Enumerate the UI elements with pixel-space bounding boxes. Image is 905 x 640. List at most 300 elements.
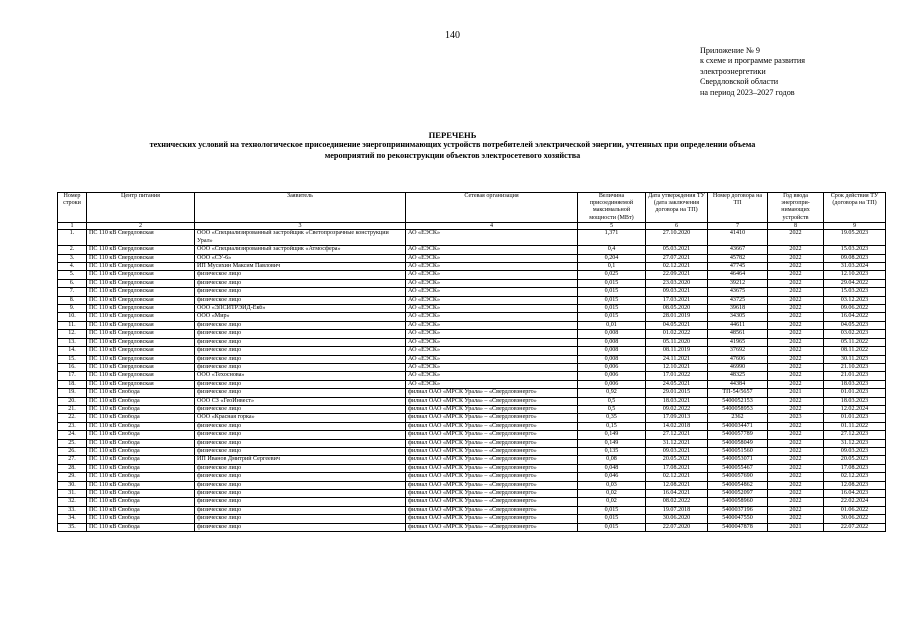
power-mw-cell: 0,5 (578, 405, 646, 413)
row-number-cell: 30. (58, 481, 87, 489)
power-mw-cell: 0,01 (578, 321, 646, 329)
validity-date-cell: 12.10.2023 (824, 271, 886, 279)
column-header: Заявитель (195, 193, 406, 223)
validity-date-cell: 08.11.2022 (824, 347, 886, 355)
power-center-cell: ПС 110 кВ Свердловская (87, 363, 195, 371)
contract-number-cell: 48561 (708, 330, 768, 338)
document-heading (40, 130, 865, 161)
power-mw-cell: 0,015 (578, 313, 646, 321)
commissioning-year-cell: 2021 (768, 389, 824, 397)
row-number-cell: 9. (58, 305, 87, 313)
contract-number-cell: 5400047550 (708, 515, 768, 523)
approval-date-cell: 17.01.2022 (646, 372, 708, 380)
contract-number-cell: 5400058953 (708, 405, 768, 413)
power-mw-cell: 0,008 (578, 330, 646, 338)
grid-company-cell: филиал ОАО «МРСК Урала» – «Свердловэнерго» (406, 481, 578, 489)
grid-company-cell: филиал ОАО «МРСК Урала» – «Свердловэнерго» (406, 422, 578, 430)
grid-company-cell: филиал ОАО «МРСК Урала» – «Свердловэнерго» (406, 473, 578, 481)
column-header: Дата утверждения ТУ (дата заключения договора на ТП) (646, 193, 708, 223)
row-number-cell: 20. (58, 397, 87, 405)
commissioning-year-cell: 2022 (768, 279, 824, 287)
power-center-cell: ПС 110 кВ Свердловская (87, 305, 195, 313)
validity-date-cell: 27.12.2023 (824, 431, 886, 439)
applicant-cell: ООО «Техоснова» (195, 372, 406, 380)
validity-date-cell: 21.01.2023 (824, 372, 886, 380)
power-mw-cell: 0,048 (578, 464, 646, 472)
power-center-cell: ПС 110 кВ Свобода (87, 464, 195, 472)
commissioning-year-cell: 2022 (768, 347, 824, 355)
commissioning-year-cell: 2022 (768, 447, 824, 455)
power-mw-cell: 0,02 (578, 498, 646, 506)
appendix-line: Приложение № 9 (700, 46, 760, 55)
power-center-cell: ПС 110 кВ Свердловская (87, 288, 195, 296)
row-number-cell: 5. (58, 271, 87, 279)
appendix-line: электроэнергетики (700, 66, 766, 76)
contract-number-cell: 5400055467 (708, 464, 768, 472)
power-center-cell: ПС 110 кВ Свердловская (87, 279, 195, 287)
grid-company-cell: АО «ЕЭСК» (406, 254, 578, 262)
power-mw-cell: 0,15 (578, 422, 646, 430)
applicant-cell: физическое лицо (195, 288, 406, 296)
power-center-cell: ПС 110 кВ Свобода (87, 431, 195, 439)
column-header: Сетевая организация (406, 193, 578, 223)
table-row (58, 464, 886, 472)
validity-date-cell: 18.03.2023 (824, 380, 886, 388)
validity-date-cell: 09.06.2022 (824, 305, 886, 313)
table-row (58, 363, 886, 371)
contract-number-cell: 5400051560 (708, 447, 768, 455)
commissioning-year-cell: 2022 (768, 296, 824, 304)
validity-date-cell: 03.12.2023 (824, 296, 886, 304)
power-center-cell: ПС 110 кВ Свердловская (87, 330, 195, 338)
grid-company-cell: филиал ОАО «МРСК Урала» – «Свердловэнерго» (406, 405, 578, 413)
commissioning-year-cell: 2022 (768, 397, 824, 405)
power-mw-cell: 0,015 (578, 523, 646, 531)
table-header-row (58, 193, 886, 223)
row-number-cell: 33. (58, 506, 87, 514)
power-center-cell: ПС 110 кВ Свердловская (87, 246, 195, 254)
power-center-cell: ПС 110 кВ Свобода (87, 414, 195, 422)
power-center-cell: ПС 110 кВ Свобода (87, 490, 195, 498)
contract-number-cell: 5400052097 (708, 490, 768, 498)
power-center-cell: ПС 110 кВ Свердловская (87, 296, 195, 304)
appendix-line: Свердловской области (700, 77, 779, 87)
applicant-cell: ООО «СУ-6» (195, 254, 406, 262)
approval-date-cell: 17.03.2021 (646, 296, 708, 304)
column-number: 3 (195, 222, 406, 230)
commissioning-year-cell: 2022 (768, 321, 824, 329)
power-mw-cell: 0,135 (578, 447, 646, 455)
row-number-cell: 4. (58, 263, 87, 271)
contract-number-cell: 5400058960 (708, 498, 768, 506)
validity-date-cell: 17.08.2023 (824, 464, 886, 472)
table-row (58, 372, 886, 380)
column-number-row (58, 222, 886, 230)
approval-date-cell: 23.03.2020 (646, 279, 708, 287)
commissioning-year-cell: 2022 (768, 305, 824, 313)
approval-date-cell: 20.05.2021 (646, 456, 708, 464)
contract-number-cell: 45782 (708, 254, 768, 262)
approval-date-cell: 08.02.2022 (646, 498, 708, 506)
row-number-cell: 23. (58, 422, 87, 430)
contract-number-cell: 43675 (708, 288, 768, 296)
applicant-cell: ООО СЗ «ГеоИнвест» (195, 397, 406, 405)
commissioning-year-cell: 2022 (768, 363, 824, 371)
contract-number-cell: ТП-54/5657 (708, 389, 768, 397)
row-number-cell: 35. (58, 523, 87, 531)
grid-company-cell: филиал ОАО «МРСК Урала» – «Свердловэнерго» (406, 515, 578, 523)
grid-company-cell: АО «ЕЭСК» (406, 330, 578, 338)
commissioning-year-cell: 2022 (768, 464, 824, 472)
contract-number-cell: 43725 (708, 296, 768, 304)
commissioning-year-cell: 2022 (768, 313, 824, 321)
table-row (58, 263, 886, 271)
commissioning-year-cell: 2022 (768, 439, 824, 447)
grid-company-cell: АО «ЕЭСК» (406, 288, 578, 296)
row-number-cell: 25. (58, 439, 87, 447)
validity-date-cell: 31.03.2024 (824, 263, 886, 271)
commissioning-year-cell: 2022 (768, 372, 824, 380)
power-center-cell: ПС 110 кВ Свердловская (87, 263, 195, 271)
table-row (58, 447, 886, 455)
table-row (58, 414, 886, 422)
grid-company-cell: филиал ОАО «МРСК Урала» – «Свердловэнерго» (406, 464, 578, 472)
appendix-note (700, 46, 900, 98)
power-center-cell: ПС 110 кВ Свобода (87, 481, 195, 489)
approval-date-cell: 17.08.2021 (646, 464, 708, 472)
power-center-cell: ПС 110 кВ Свобода (87, 515, 195, 523)
applicant-cell: физическое лицо (195, 439, 406, 447)
row-number-cell: 18. (58, 380, 87, 388)
row-number-cell: 22. (58, 414, 87, 422)
grid-company-cell: АО «ЕЭСК» (406, 347, 578, 355)
power-mw-cell: 0,149 (578, 439, 646, 447)
grid-company-cell: АО «ЕЭСК» (406, 338, 578, 346)
table-row (58, 330, 886, 338)
applicant-cell: физическое лицо (195, 338, 406, 346)
row-number-cell: 29. (58, 473, 87, 481)
row-number-cell: 7. (58, 288, 87, 296)
approval-date-cell: 12.10.2021 (646, 363, 708, 371)
row-number-cell: 2. (58, 246, 87, 254)
validity-date-cell: 01.01.2023 (824, 389, 886, 397)
applicant-cell: физическое лицо (195, 473, 406, 481)
applicant-cell: ИП Мусихин Максим Павлович (195, 263, 406, 271)
commissioning-year-cell: 2022 (768, 230, 824, 246)
column-number: 2 (87, 222, 195, 230)
power-mw-cell: 0,025 (578, 271, 646, 279)
table-row (58, 246, 886, 254)
row-number-cell: 16. (58, 363, 87, 371)
row-number-cell: 8. (58, 296, 87, 304)
power-mw-cell: 0,006 (578, 372, 646, 380)
approval-date-cell: 09.03.2021 (646, 288, 708, 296)
validity-date-cell: 29.04.2022 (824, 279, 886, 287)
power-center-cell: ПС 110 кВ Свобода (87, 439, 195, 447)
power-center-cell: ПС 110 кВ Свобода (87, 523, 195, 531)
row-number-cell: 14. (58, 347, 87, 355)
power-center-cell: ПС 110 кВ Свобода (87, 389, 195, 397)
validity-date-cell: 22.07.2022 (824, 523, 886, 531)
contract-number-cell: 47745 (708, 263, 768, 271)
contract-number-cell: 5400037196 (708, 506, 768, 514)
approval-date-cell: 30.06.2020 (646, 515, 708, 523)
contract-number-cell: 5400058049 (708, 439, 768, 447)
applicant-cell: физическое лицо (195, 321, 406, 329)
commissioning-year-cell: 2022 (768, 254, 824, 262)
row-number-cell: 31. (58, 490, 87, 498)
validity-date-cell: 05.11.2022 (824, 338, 886, 346)
table-row (58, 279, 886, 287)
table-row (58, 506, 886, 514)
grid-company-cell: АО «ЕЭСК» (406, 279, 578, 287)
commissioning-year-cell: 2022 (768, 431, 824, 439)
power-center-cell: ПС 110 кВ Свердловская (87, 338, 195, 346)
page-number: 140 (445, 30, 460, 41)
commissioning-year-cell: 2022 (768, 498, 824, 506)
applicant-cell: ООО «Красная горка» (195, 414, 406, 422)
validity-date-cell: 16.04.2022 (824, 313, 886, 321)
grid-company-cell: филиал ОАО «МРСК Урала» – «Свердловэнерго» (406, 447, 578, 455)
applicant-cell: физическое лицо (195, 405, 406, 413)
validity-date-cell: 16.04.2023 (824, 490, 886, 498)
power-mw-cell: 0,92 (578, 389, 646, 397)
power-mw-cell: 0,015 (578, 506, 646, 514)
power-mw-cell: 0,02 (578, 490, 646, 498)
table-row (58, 355, 886, 363)
approval-date-cell: 14.02.2018 (646, 422, 708, 430)
contract-number-cell: 2362 (708, 414, 768, 422)
power-mw-cell: 0,015 (578, 305, 646, 313)
approval-date-cell: 17.09.2013 (646, 414, 708, 422)
approval-date-cell: 01.02.2022 (646, 330, 708, 338)
grid-company-cell: филиал ОАО «МРСК Урала» – «Свердловэнерго» (406, 498, 578, 506)
approval-date-cell: 27.07.2021 (646, 254, 708, 262)
table-row (58, 422, 886, 430)
table-row (58, 347, 886, 355)
table-row (58, 473, 886, 481)
document-subtitle: мероприятий по реконструкции объектов электросетевого хозяйства (324, 150, 581, 160)
row-number-cell: 19. (58, 389, 87, 397)
validity-date-cell: 30.11.2023 (824, 355, 886, 363)
contract-number-cell: 43667 (708, 246, 768, 254)
column-number: 6 (646, 222, 708, 230)
commissioning-year-cell: 2022 (768, 405, 824, 413)
power-center-cell: ПС 110 кВ Свердловская (87, 347, 195, 355)
applicant-cell: физическое лицо (195, 490, 406, 498)
power-center-cell: ПС 110 кВ Свобода (87, 405, 195, 413)
row-number-cell: 26. (58, 447, 87, 455)
contract-number-cell: 5400053071 (708, 456, 768, 464)
table-row (58, 456, 886, 464)
row-number-cell: 28. (58, 464, 87, 472)
column-header: Срок действия ТУ (договора на ТП) (824, 193, 886, 223)
grid-company-cell: АО «ЕЭСК» (406, 296, 578, 304)
validity-date-cell: 22.02.2024 (824, 498, 886, 506)
grid-company-cell: филиал ОАО «МРСК Урала» – «Свердловэнерго» (406, 389, 578, 397)
power-mw-cell: 0,08 (578, 456, 646, 464)
contract-number-cell: 5400052153 (708, 397, 768, 405)
power-mw-cell: 0,015 (578, 288, 646, 296)
applicant-cell: физическое лицо (195, 506, 406, 514)
applicant-cell: физическое лицо (195, 279, 406, 287)
applicant-cell: физическое лицо (195, 523, 406, 531)
row-number-cell: 13. (58, 338, 87, 346)
grid-company-cell: филиал ОАО «МРСК Урала» – «Свердловэнерго» (406, 456, 578, 464)
applicant-cell: ООО «Специализированный застройщик «Светопрозрачные конструкции Урал» (195, 230, 406, 246)
grid-company-cell: АО «ЕЭСК» (406, 305, 578, 313)
contract-number-cell: 5400054862 (708, 481, 768, 489)
contract-number-cell: 5400034471 (708, 422, 768, 430)
validity-date-cell: 01.06.2022 (824, 506, 886, 514)
column-number: 8 (768, 222, 824, 230)
approval-date-cell: 02.12.2021 (646, 473, 708, 481)
contract-number-cell: 5400057690 (708, 473, 768, 481)
column-number: 5 (578, 222, 646, 230)
row-number-cell: 34. (58, 515, 87, 523)
commissioning-year-cell: 2022 (768, 481, 824, 489)
approval-date-cell: 16.04.2021 (646, 490, 708, 498)
column-header: Номер договора на ТП (708, 193, 768, 223)
grid-company-cell: АО «ЕЭСК» (406, 313, 578, 321)
contract-number-cell: 44611 (708, 321, 768, 329)
column-header: Центр питания (87, 193, 195, 223)
contract-number-cell: 39618 (708, 305, 768, 313)
approval-date-cell: 24.11.2021 (646, 355, 708, 363)
column-number: 7 (708, 222, 768, 230)
table-row (58, 321, 886, 329)
approval-date-cell: 05.11.2020 (646, 338, 708, 346)
power-mw-cell: 0,4 (578, 246, 646, 254)
power-mw-cell: 0,149 (578, 431, 646, 439)
approval-date-cell: 09.02.2022 (646, 405, 708, 413)
commissioning-year-cell: 2022 (768, 422, 824, 430)
validity-date-cell: 12.08.2023 (824, 481, 886, 489)
validity-date-cell: 21.10.2023 (824, 363, 886, 371)
power-mw-cell: 0,015 (578, 279, 646, 287)
row-number-cell: 10. (58, 313, 87, 321)
table-row (58, 490, 886, 498)
commissioning-year-cell: 2022 (768, 271, 824, 279)
applicant-cell: физическое лицо (195, 296, 406, 304)
table-row (58, 389, 886, 397)
commissioning-year-cell: 2022 (768, 263, 824, 271)
power-center-cell: ПС 110 кВ Свобода (87, 498, 195, 506)
grid-company-cell: АО «ЕЭСК» (406, 271, 578, 279)
applicant-cell: физическое лицо (195, 498, 406, 506)
power-mw-cell: 0,008 (578, 347, 646, 355)
row-number-cell: 32. (58, 498, 87, 506)
validity-date-cell: 18.03.2023 (824, 397, 886, 405)
appendix-line: на период 2023–2027 годов (700, 87, 795, 97)
applicant-cell: физическое лицо (195, 380, 406, 388)
power-mw-cell: 0,046 (578, 473, 646, 481)
grid-company-cell: АО «ЕЭСК» (406, 372, 578, 380)
table-body (58, 230, 886, 532)
applicant-cell: физическое лицо (195, 347, 406, 355)
table-row (58, 405, 886, 413)
power-center-cell: ПС 110 кВ Свердловская (87, 271, 195, 279)
table-row (58, 288, 886, 296)
column-number: 1 (58, 222, 87, 230)
contract-number-cell: 46990 (708, 363, 768, 371)
applicant-cell: ООО «ЭЛСИТРЭЙД-Екб» (195, 305, 406, 313)
commissioning-year-cell: 2022 (768, 338, 824, 346)
contract-number-cell: 41965 (708, 338, 768, 346)
approval-date-cell: 12.08.2021 (646, 481, 708, 489)
grid-company-cell: филиал ОАО «МРСК Урала» – «Свердловэнерго» (406, 397, 578, 405)
approval-date-cell: 18.03.2021 (646, 397, 708, 405)
grid-company-cell: филиал ОАО «МРСК Урала» – «Свердловэнерго» (406, 439, 578, 447)
validity-date-cell: 03.02.2023 (824, 330, 886, 338)
power-center-cell: ПС 110 кВ Свердловская (87, 355, 195, 363)
commissioning-year-cell: 2022 (768, 288, 824, 296)
approval-date-cell: 28.01.2019 (646, 313, 708, 321)
power-center-cell: ПС 110 кВ Свердловская (87, 313, 195, 321)
approval-date-cell: 22.09.2021 (646, 271, 708, 279)
approval-date-cell: 24.05.2021 (646, 380, 708, 388)
grid-company-cell: АО «ЕЭСК» (406, 380, 578, 388)
table-row (58, 296, 886, 304)
row-number-cell: 11. (58, 321, 87, 329)
table-row (58, 254, 886, 262)
power-center-cell: ПС 110 кВ Свердловская (87, 321, 195, 329)
power-mw-cell: 0,35 (578, 414, 646, 422)
validity-date-cell: 15.03.2023 (824, 288, 886, 296)
power-mw-cell: 0,006 (578, 380, 646, 388)
grid-company-cell: филиал ОАО «МРСК Урала» – «Свердловэнерго» (406, 490, 578, 498)
table-row (58, 271, 886, 279)
commissioning-year-cell: 2022 (768, 246, 824, 254)
row-number-cell: 24. (58, 431, 87, 439)
contract-number-cell: 44384 (708, 380, 768, 388)
applicant-cell: физическое лицо (195, 515, 406, 523)
power-mw-cell: 0,008 (578, 338, 646, 346)
validity-date-cell: 19.05.2023 (824, 230, 886, 246)
validity-date-cell: 09.03.2023 (824, 447, 886, 455)
applicant-cell: физическое лицо (195, 389, 406, 397)
document-subtitle: технических условий на технологическое присоединение энергопринимающих устройств потребителей электрической энергии, учтенных при определении объема (149, 140, 756, 150)
approval-date-cell: 09.03.2021 (646, 447, 708, 455)
conditions-table (57, 192, 886, 532)
validity-date-cell: 20.05.2023 (824, 456, 886, 464)
row-number-cell: 17. (58, 372, 87, 380)
column-number: 4 (406, 222, 578, 230)
contract-number-cell: 41410 (708, 230, 768, 246)
table-row (58, 380, 886, 388)
commissioning-year-cell: 2021 (768, 523, 824, 531)
applicant-cell: физическое лицо (195, 271, 406, 279)
applicant-cell: физическое лицо (195, 355, 406, 363)
power-mw-cell: 0,03 (578, 481, 646, 489)
grid-company-cell: АО «ЕЭСК» (406, 363, 578, 371)
row-number-cell: 6. (58, 279, 87, 287)
power-center-cell: ПС 110 кВ Свобода (87, 456, 195, 464)
column-header: Величина присоединяемой максимальной мощности (МВт) (578, 193, 646, 223)
contract-number-cell: 39212 (708, 279, 768, 287)
power-mw-cell: 0,006 (578, 363, 646, 371)
applicant-cell: физическое лицо (195, 363, 406, 371)
applicant-cell: физическое лицо (195, 447, 406, 455)
contract-number-cell: 37692 (708, 347, 768, 355)
approval-date-cell: 04.05.2021 (646, 321, 708, 329)
validity-date-cell: 30.06.2022 (824, 515, 886, 523)
table-row (58, 481, 886, 489)
grid-company-cell: АО «ЕЭСК» (406, 263, 578, 271)
grid-company-cell: АО «ЕЭСК» (406, 321, 578, 329)
column-number: 9 (824, 222, 886, 230)
commissioning-year-cell: 2022 (768, 515, 824, 523)
